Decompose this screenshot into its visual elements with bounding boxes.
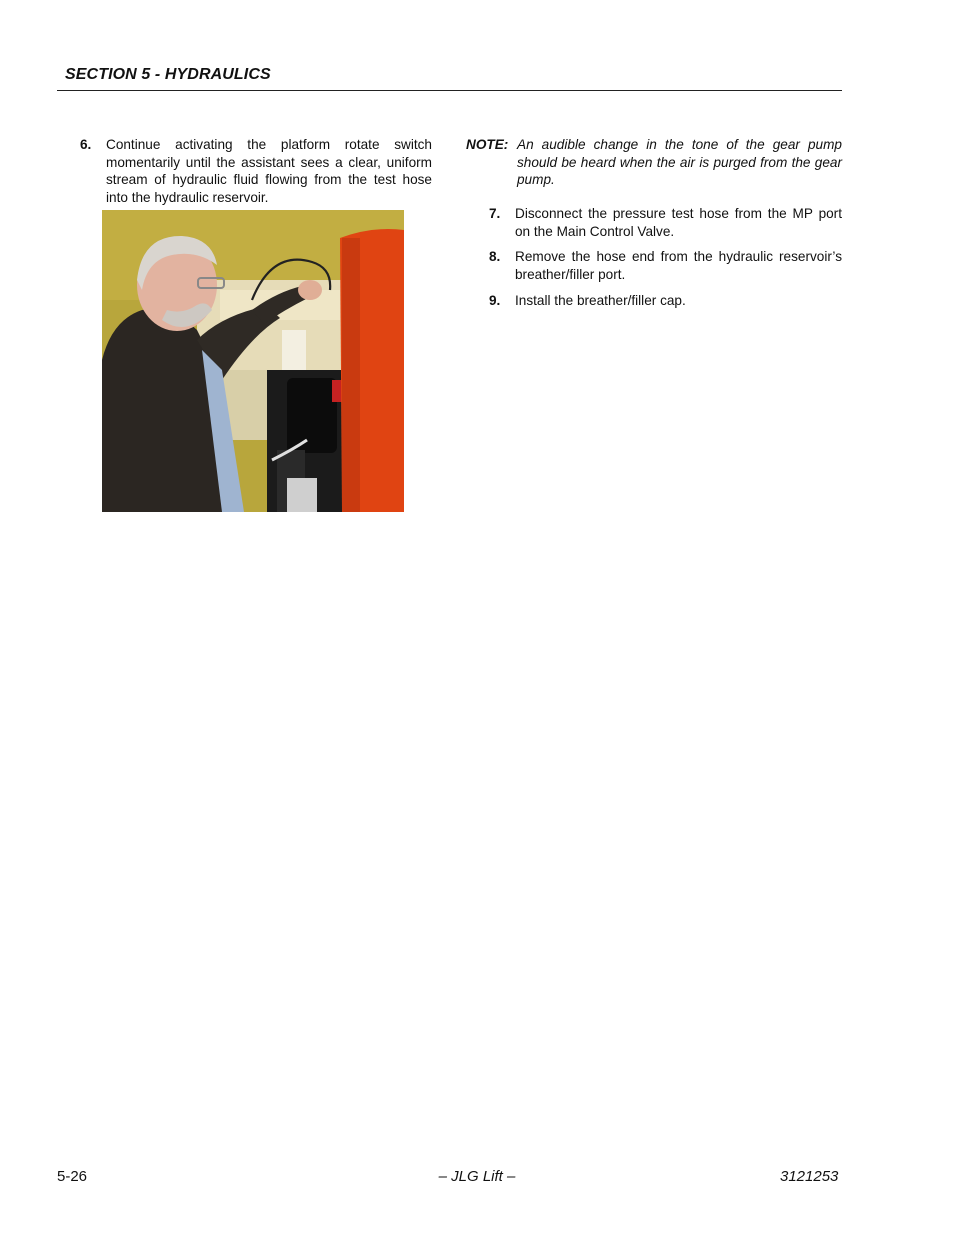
- page-number: 5-26: [57, 1168, 88, 1185]
- step-8: [489, 248, 842, 284]
- note-label: NOTE:: [466, 137, 509, 152]
- step-7: [489, 205, 842, 241]
- note-text: An audible change in the tone of the gear pump should be heard when the air is purged from the gear pump.: [517, 137, 842, 187]
- step-number: 6.: [80, 137, 92, 152]
- step-text: Continue activating the platform rotate switch momentarily until the assistant sees a clear, uniform stream of hydraulic fluid flowing from the test hose into the hydraulic reservoir.: [106, 137, 432, 205]
- step-text: Disconnect the pressure test hose from the MP port on the Main Control Valve.: [515, 206, 842, 239]
- section-title: SECTION 5 - HYDRAULICS: [65, 66, 271, 83]
- step-text: Install the breather/filler cap.: [515, 293, 686, 308]
- page-header: [57, 64, 842, 91]
- step-number: 9.: [489, 293, 501, 308]
- step-9: [489, 292, 842, 310]
- document-number: 3121253: [780, 1168, 839, 1185]
- step-number: 8.: [489, 249, 501, 264]
- publisher-label: – JLG Lift –: [438, 1168, 516, 1185]
- step-6: [80, 136, 432, 208]
- step-text: Remove the hose end from the hydraulic reservoir’s breather/filler port.: [515, 249, 842, 282]
- step-number: 7.: [489, 206, 501, 221]
- technician-photo: [102, 210, 404, 512]
- photo-illustration: [102, 210, 404, 512]
